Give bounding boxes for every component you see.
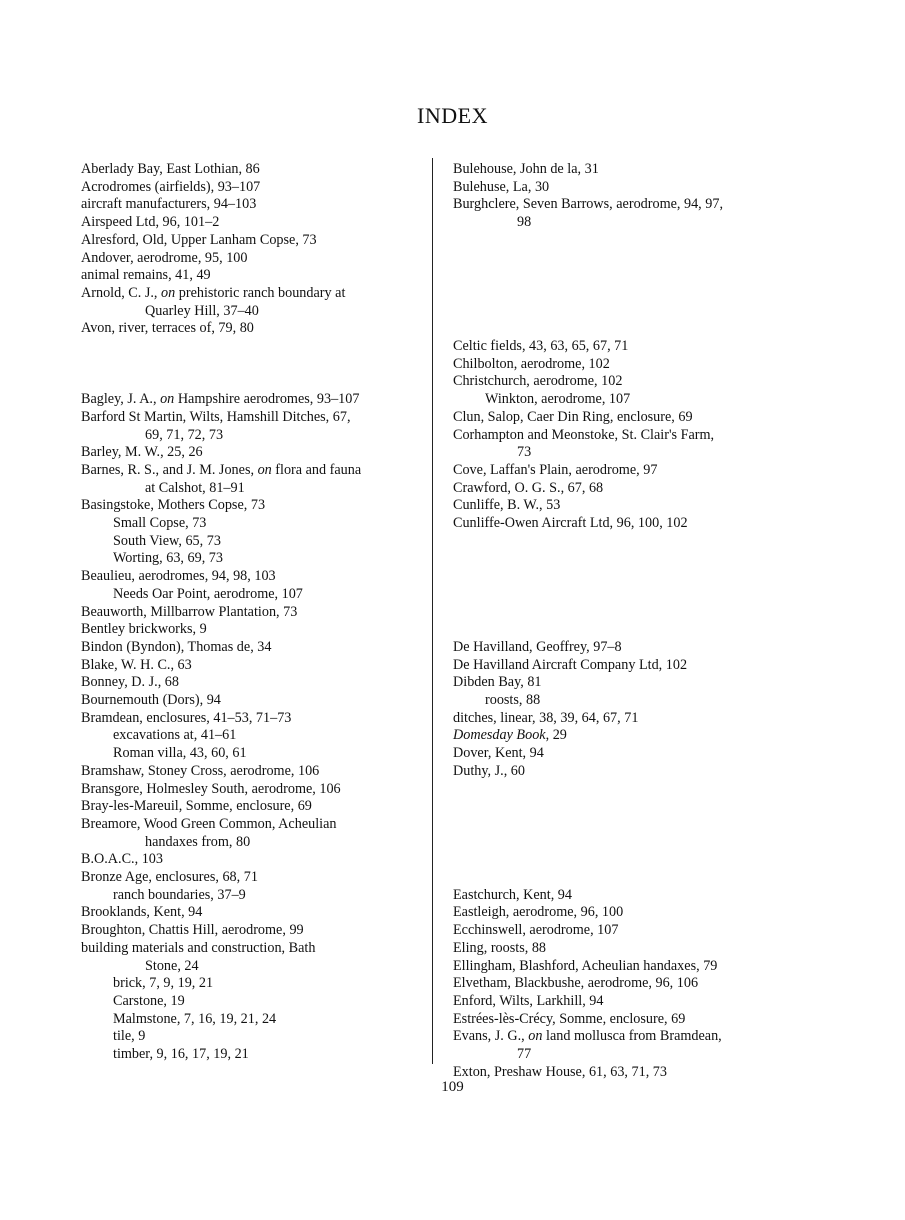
index-entry: Bramdean, enclosures, 41–53, 71–73 [81, 709, 292, 726]
index-entry: ranch boundaries, 37–9 [113, 886, 246, 903]
index-entry: Basingstoke, Mothers Copse, 73 [81, 497, 266, 514]
index-entry: Burghclere, Seven Barrows, aerodrome, 94, 97, [453, 196, 724, 213]
index-entry: Airspeed Ltd, 96, 101–2 [81, 214, 220, 231]
index-entry: Enford, Wilts, Larkhill, 94 [453, 992, 604, 1009]
index-entry: Cove, Laffan's Plain, aerodrome, 97 [453, 461, 658, 478]
index-entry: Eastleigh, aerodrome, 96, 100 [453, 904, 624, 921]
index-entry [81, 462, 361, 480]
index-entry: Eling, roosts, 88 [453, 939, 547, 956]
index-entry: Corhampton and Meonstoke, St. Clair's Farm, [453, 426, 715, 443]
index-entry: Bournemouth (Dors), 94 [81, 692, 221, 708]
entry-italic: on [257, 461, 272, 478]
index-entry: Avon, river, terraces of, 79, 80 [81, 320, 254, 337]
index-entry: ditches, linear, 38, 39, 64, 67, 71 [453, 709, 639, 726]
entry-text: Hampshire aerodromes, 93–107 [174, 391, 360, 408]
index-entry: Elvetham, Blackbushe, aerodrome, 96, 106 [453, 975, 699, 992]
index-entry: tile, 9 [113, 1028, 146, 1045]
index-entry: building materials and construction, Bath [81, 939, 316, 956]
index-entry: Andover, aerodrome, 95, 100 [81, 249, 248, 266]
index-entry: Bentley brickworks, 9 [81, 621, 207, 638]
index-entry: Needs Oar Point, aerodrome, 107 [113, 585, 303, 602]
index-entry: Quarley Hill, 37–40 [145, 302, 259, 319]
index-entry: Small Copse, 73 [113, 515, 207, 531]
index-entry: Broughton, Chattis Hill, aerodrome, 99 [81, 922, 304, 939]
entry-text: land mollusca from Bramdean, [542, 1028, 722, 1045]
index-entry: at Calshot, 81–91 [145, 479, 245, 496]
index-entry: aircraft manufacturers, 94–103 [81, 196, 257, 213]
entry-text: prehistoric ranch boundary at [175, 284, 346, 301]
index-entry: Duthy, J., 60 [453, 762, 525, 779]
index-entry: timber, 9, 16, 17, 19, 21 [113, 1046, 249, 1062]
index-entry: Clun, Salop, Caer Din Ring, enclosure, 69 [453, 408, 693, 425]
index-entry: Chilbolton, aerodrome, 102 [453, 355, 610, 372]
entry-italic: Domesday Book [453, 727, 546, 744]
index-entry: Acrodromes (airfields), 93–107 [81, 178, 261, 195]
index-entry [453, 727, 567, 745]
index-entry: Malmstone, 7, 16, 19, 21, 24 [113, 1010, 277, 1027]
index-entry: animal remains, 41, 49 [81, 267, 211, 284]
entry-italic: on [160, 391, 175, 408]
entry-italic: on [161, 284, 176, 301]
index-entry [453, 1028, 722, 1046]
index-entry: Barley, M. W., 25, 26 [81, 444, 203, 461]
page-number: 109 [441, 1079, 464, 1095]
index-entry: Bindon (Byndon), Thomas de, 34 [81, 638, 272, 655]
index-entry: Estrées-lès-Crécy, Somme, enclosure, 69 [453, 1010, 686, 1027]
index-entry: Exton, Preshaw House, 61, 63, 71, 73 [453, 1063, 667, 1080]
entry-text: , 29 [545, 727, 567, 744]
entry-text: Arnold, C. J., [81, 284, 162, 301]
page-title: INDEX [417, 103, 488, 128]
index-entry: Eastchurch, Kent, 94 [453, 886, 572, 903]
index-entry: Winkton, aerodrome, 107 [485, 391, 631, 408]
entry-text: Bagley, J. A., [81, 391, 161, 408]
index-entry: Cunliffe, B. W., 53 [453, 497, 561, 514]
index-entry: brick, 7, 9, 19, 21 [113, 975, 214, 992]
index-entry: 77 [517, 1046, 532, 1062]
entry-text: Evans, J. G., [453, 1028, 529, 1045]
index-entry [81, 391, 359, 409]
column-divider [432, 158, 433, 1064]
index-entry: Cunliffe-Owen Aircraft Ltd, 96, 100, 102 [453, 515, 688, 531]
entry-text: flora and fauna [271, 461, 362, 478]
index-entry: roosts, 88 [485, 692, 541, 708]
entry-text: Barnes, R. S., and J. M. Jones, [81, 461, 258, 478]
index-entry: De Havilland, Geoffrey, 97–8 [453, 638, 622, 655]
index-entry: Bonney, D. J., 68 [81, 674, 179, 691]
index-entry: Bulehuse, La, 30 [453, 178, 550, 195]
index-entry: Bulehouse, John de la, 31 [453, 161, 599, 177]
index-entry: 98 [517, 214, 532, 231]
index-entry: Bransgore, Holmesley South, aerodrome, 106 [81, 780, 341, 797]
index-entry: Christchurch, aerodrome, 102 [453, 373, 623, 390]
index-entry: 73 [517, 444, 532, 461]
index-entry: handaxes from, 80 [145, 833, 251, 850]
index-entry: Brooklands, Kent, 94 [81, 904, 203, 921]
index-entry: Bramshaw, Stoney Cross, aerodrome, 106 [81, 762, 320, 779]
index-entry: Roman villa, 43, 60, 61 [113, 745, 247, 762]
index-entry: Ellingham, Blashford, Acheulian handaxes, 79 [453, 957, 718, 974]
index-entry [81, 285, 345, 303]
index-entry: Dover, Kent, 94 [453, 745, 544, 762]
index-entry: Barford St Martin, Wilts, Hamshill Ditches, 67, [81, 408, 351, 425]
index-entry: Crawford, O. G. S., 67, 68 [453, 479, 604, 496]
entry-italic: on [528, 1028, 543, 1045]
index-entry: Dibden Bay, 81 [453, 674, 542, 691]
index-entry: B.O.A.C., 103 [81, 851, 163, 868]
index-entry: South View, 65, 73 [113, 532, 221, 549]
index-entry: Aberlady Bay, East Lothian, 86 [81, 161, 260, 177]
index-entry: Celtic fields, 43, 63, 65, 67, 71 [453, 338, 629, 354]
index-entry: Carstone, 19 [113, 992, 185, 1009]
index-entry: Alresford, Old, Upper Lanham Copse, 73 [81, 231, 317, 248]
index-entry: De Havilland Aircraft Company Ltd, 102 [453, 656, 688, 673]
index-entry: Blake, W. H. C., 63 [81, 656, 192, 673]
index-entry: Worting, 63, 69, 73 [113, 550, 223, 567]
index-entry: Ecchinswell, aerodrome, 107 [453, 922, 619, 939]
index-entry: Breamore, Wood Green Common, Acheulian [81, 815, 337, 832]
index-entry: Beauworth, Millbarrow Plantation, 73 [81, 603, 298, 620]
index-entry: excavations at, 41–61 [113, 727, 237, 744]
index-entry: Bray-les-Mareuil, Somme, enclosure, 69 [81, 798, 312, 815]
index-entry: Stone, 24 [145, 957, 199, 974]
index-entry: Bronze Age, enclosures, 68, 71 [81, 869, 258, 885]
index-entry: Beaulieu, aerodromes, 94, 98, 103 [81, 568, 276, 585]
index-entry: 69, 71, 72, 73 [145, 426, 224, 443]
